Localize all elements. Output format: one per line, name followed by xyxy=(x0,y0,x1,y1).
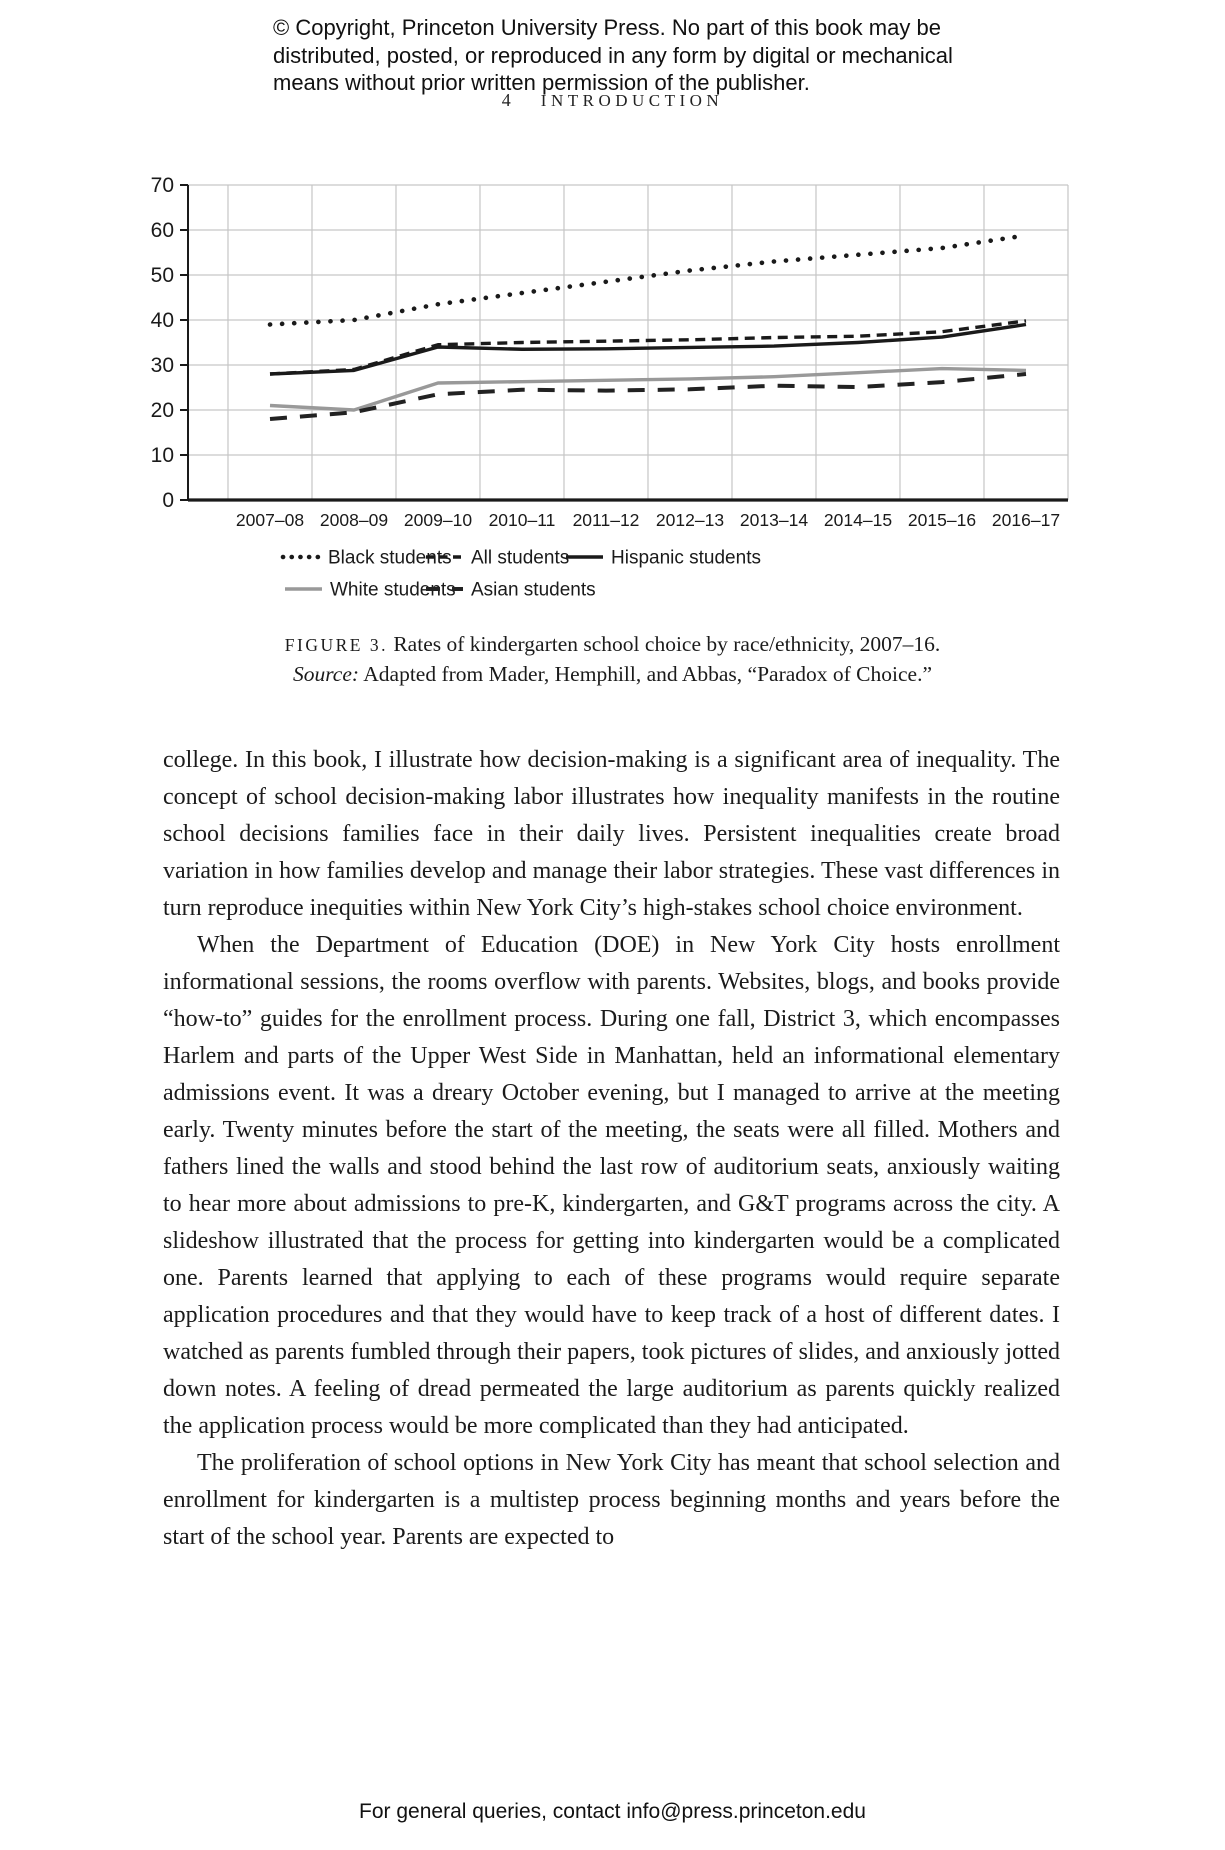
copyright-notice xyxy=(273,14,1013,97)
source-text: Adapted from Mader, Hemphill, and Abbas, “Paradox of Choice.” xyxy=(363,662,932,686)
figure-3-chart xyxy=(145,165,1095,625)
x-tick-label: 2012–13 xyxy=(655,510,725,530)
body-paragraph: The proliferation of school options in New York City has meant that school selection and enrollment for kindergarten is a multistep process beginning months and years before the start of the school year. Parents are expected to xyxy=(163,1450,1060,1550)
copyright-line: distributed, posted, or reproduced in any form by digital or mechanical xyxy=(273,42,953,68)
body-paragraph: When the Department of Education (DOE) in New York City hosts enrollment informational sessions, the rooms overflow with parents. Websites, blogs, and books provide “how-to” guides for the enrollment process. During one fall, District 3, which encompasses Harlem and parts of the Upper West Side in Manhattan, held an informational elementary admissions event. It was a dreary October evening, but I managed to arrive at the meeting early. Twenty minutes before the start of the meeting, the seats were all filled. Mothers and fathers lined the walls and stood behind the last row of auditorium seats, anxiously waiting to hear more about admissions to pre-K, kindergarten, and G&T programs across the city. A slideshow illustrated that the process for getting into kindergarten would be a complicated one. Parents learned that applying to each of these programs would require separate application procedures and that they would have to keep track of a host of different dates. I watched as parents fumbled through their papers, took pictures of slides, and anxiously jotted down notes. A feeling of dread permeated the large auditorium as parents quickly realized the application process would be more complicated than they had anticipated. xyxy=(163,932,1060,1439)
legend-label: White students xyxy=(330,579,456,601)
x-tick-label: 2016–17 xyxy=(991,510,1061,530)
y-tick-label: 40 xyxy=(150,309,174,332)
y-tick-label: 0 xyxy=(162,489,174,512)
x-tick-label: 2011–12 xyxy=(572,510,640,530)
figure-caption xyxy=(0,630,1225,689)
footer-query-note: For general queries, contact info@press.princeton.edu xyxy=(359,1800,866,1823)
y-tick-label: 10 xyxy=(150,444,174,467)
kindergarten-choice-line-chart xyxy=(145,165,1095,625)
section-title: INTRODUCTION xyxy=(540,91,724,110)
x-tick-label: 2007–08 xyxy=(235,510,305,530)
figure-caption-text: Rates of kindergarten school choice by race/ethnicity, 2007–16. xyxy=(393,632,941,656)
caption-line xyxy=(0,630,1225,660)
copyright-line: © Copyright, Princeton University Press. No part of this book may be xyxy=(273,15,941,40)
source-line xyxy=(0,660,1225,689)
legend-label: Asian students xyxy=(471,579,596,601)
legend-label: Hispanic students xyxy=(611,547,761,569)
legend-label: All students xyxy=(471,547,570,569)
x-tick-label: 2008–09 xyxy=(319,510,389,530)
x-tick-label: 2015–16 xyxy=(907,510,977,530)
y-tick-label: 70 xyxy=(150,174,174,197)
body-paragraph: college. In this book, I illustrate how decision-making is a significant area of inequality. The concept of school decision-making labor illustrates how inequality manifests in the routine school decisions families face in their daily lives. Persistent inequalities create broad variation in how families develop and manage their labor strategies. These vast differences in turn reproduce inequities within New York City’s high-stakes school choice environment. xyxy=(163,747,1060,921)
copyright-line: means without prior written permission of the publisher. xyxy=(273,70,810,95)
running-head xyxy=(0,90,1225,111)
y-tick-label: 20 xyxy=(150,399,174,422)
source-label: Source: xyxy=(292,662,360,686)
x-tick-label: 2010–11 xyxy=(488,510,556,530)
y-tick-label: 60 xyxy=(150,219,174,242)
page-number: 4 xyxy=(501,90,511,110)
y-tick-label: 50 xyxy=(150,264,174,287)
body-text xyxy=(163,742,1060,1556)
x-tick-label: 2009–10 xyxy=(403,510,473,530)
y-tick-label: 30 xyxy=(150,354,174,377)
figure-label: FIGURE 3. xyxy=(284,635,388,655)
legend-label: Black students xyxy=(328,547,452,569)
x-tick-label: 2014–15 xyxy=(823,510,893,530)
x-tick-label: 2013–14 xyxy=(739,510,809,530)
